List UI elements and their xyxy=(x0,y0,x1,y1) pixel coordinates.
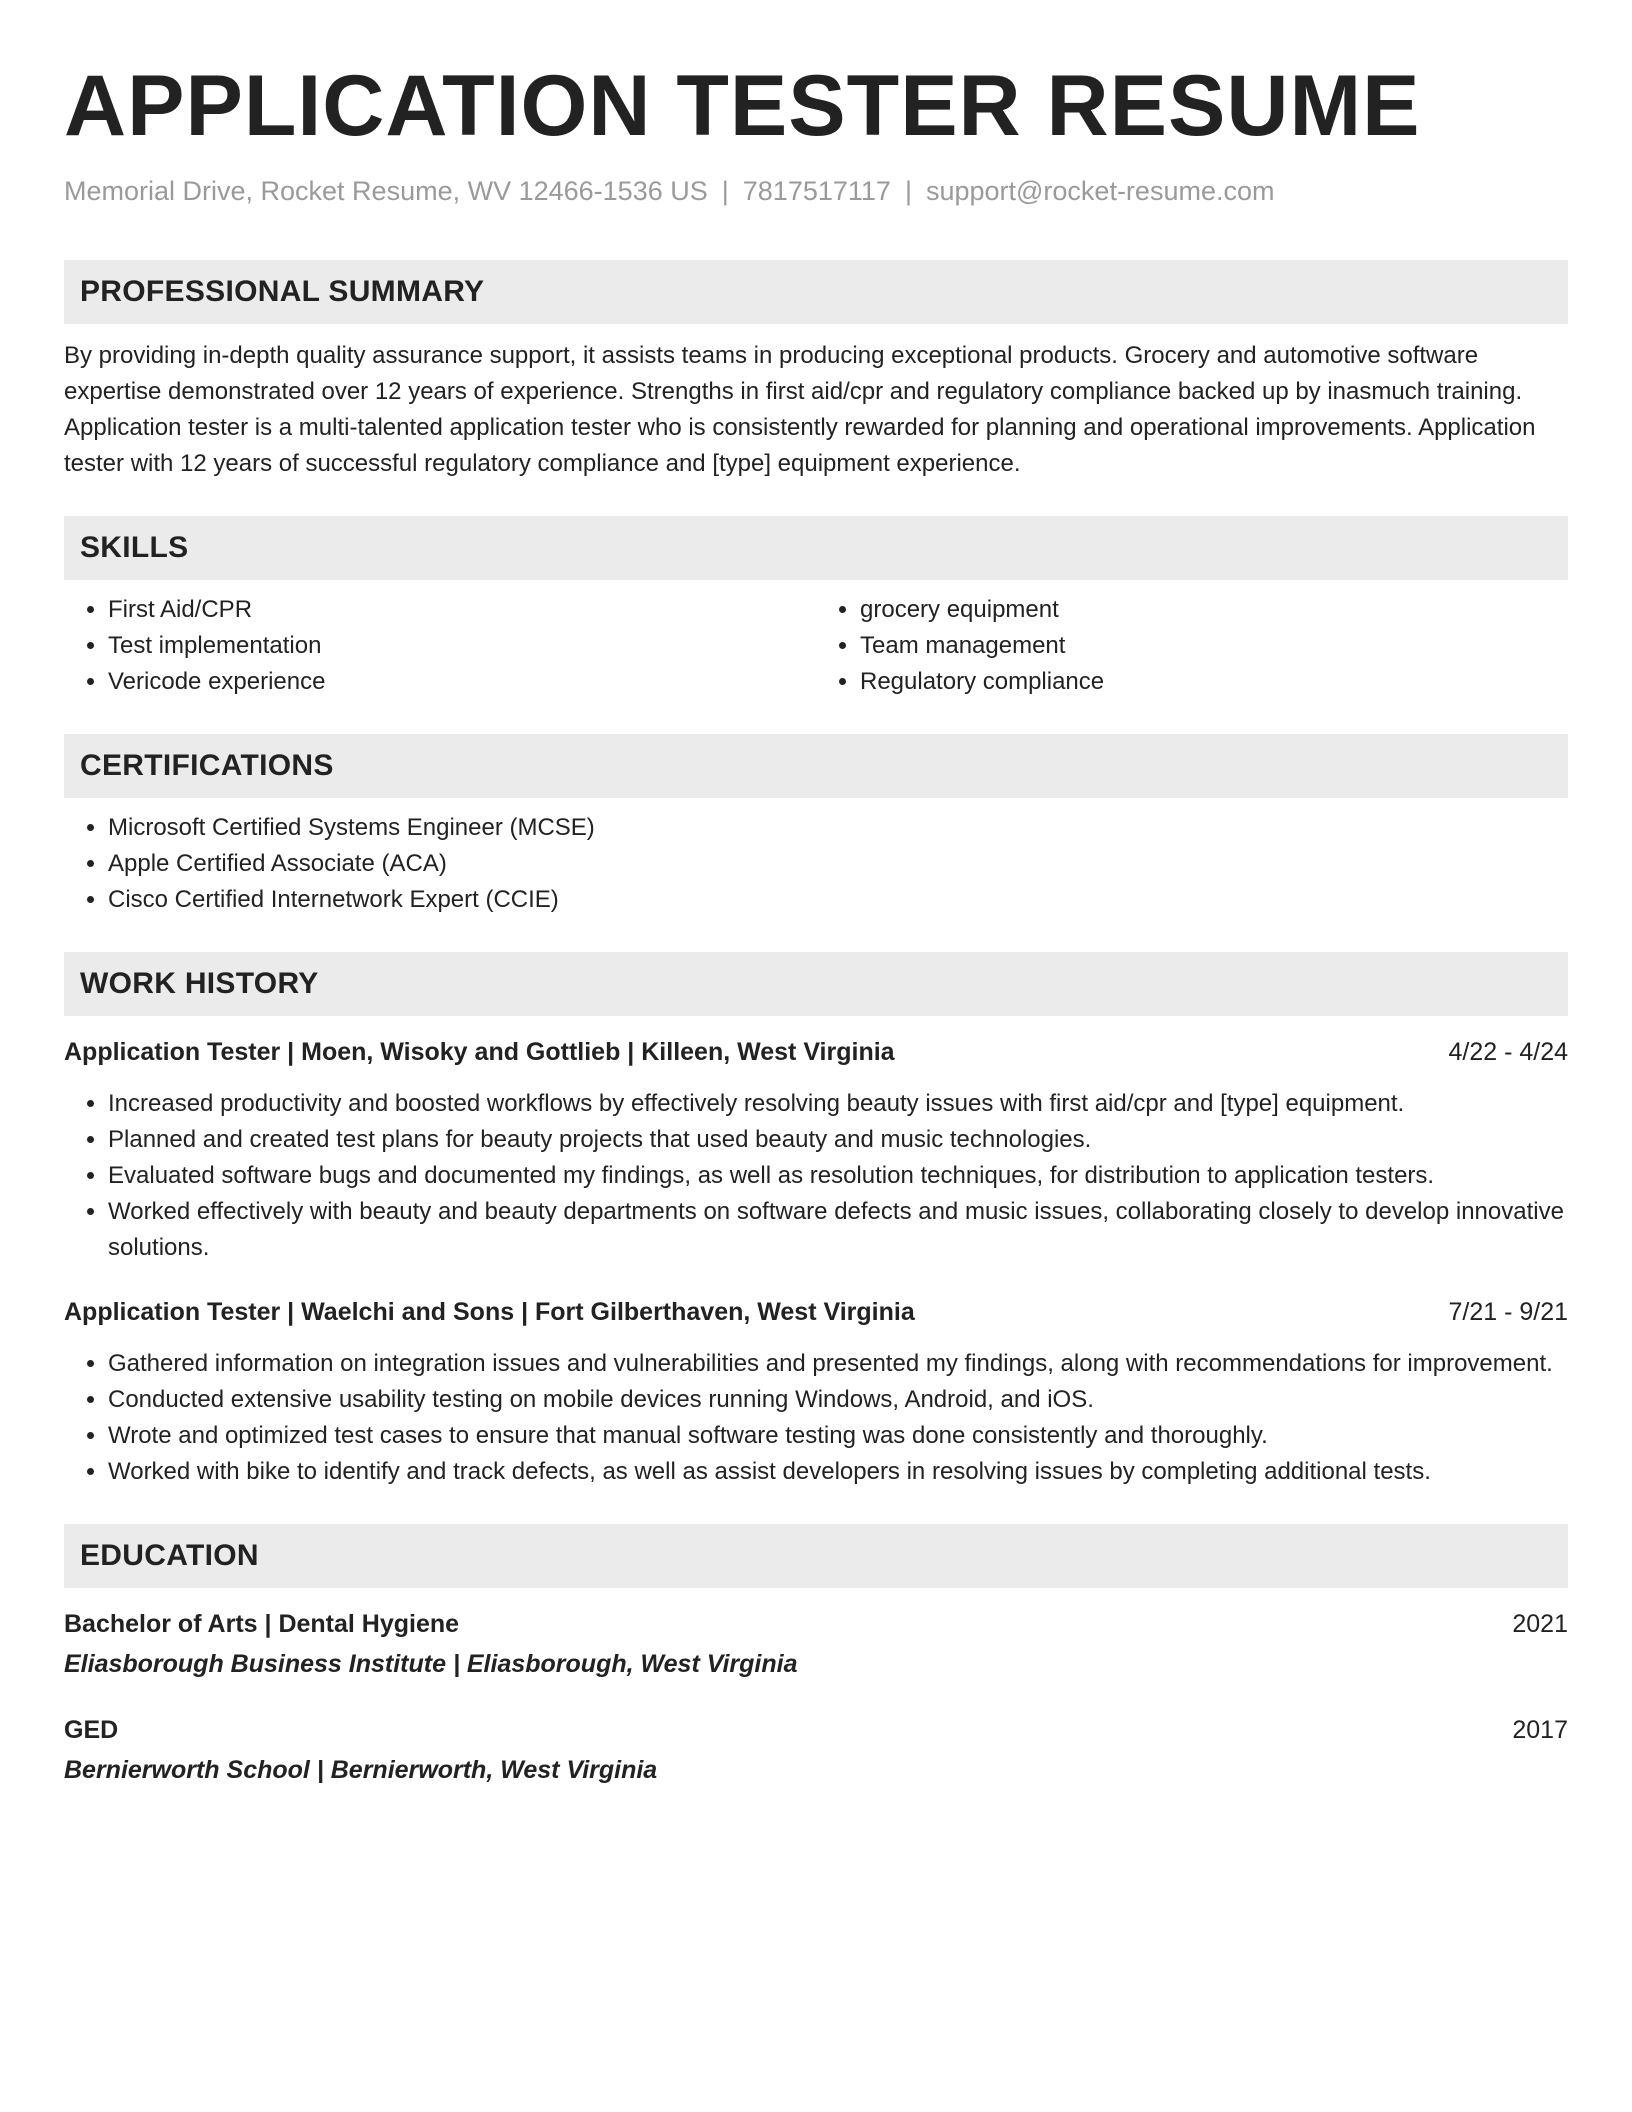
job-bullet: • Conducted extensive usability testing on mobile devices running Windows, Android, and iOS. xyxy=(108,1382,1568,1418)
education-entry xyxy=(64,1712,1568,1788)
skill-item: • Test implementation xyxy=(108,628,816,664)
skill-item: • First Aid/CPR xyxy=(108,592,816,628)
skill-item: • grocery equipment xyxy=(860,592,1568,628)
job-bullet: • Gathered information on integration issues and vulnerabilities and presented my findings, along with recommendations for improvement. xyxy=(108,1346,1568,1382)
job-dates: 4/22 - 4/24 xyxy=(1448,1038,1568,1066)
job-heading-row xyxy=(64,1294,1568,1330)
section-header-summary: PROFESSIONAL SUMMARY xyxy=(64,260,1568,324)
education-degree: Bachelor of Arts | Dental Hygiene xyxy=(64,1610,460,1638)
job-bullets xyxy=(64,1086,1568,1266)
skill-item: • Vericode experience xyxy=(108,664,816,700)
contact-separator: | xyxy=(721,176,729,206)
job-bullet: • Evaluated software bugs and documented my findings, as well as resolution techniques, for distribution to application testers. xyxy=(108,1158,1568,1194)
certification-item: • Apple Certified Associate (ACA) xyxy=(108,846,1568,882)
contact-line xyxy=(64,174,1568,208)
education-school: Bernierworth School | Bernierworth, West Virginia xyxy=(64,1756,658,1784)
job-bullet: • Wrote and optimized test cases to ensure that manual software testing was done consistently and thoroughly. xyxy=(108,1418,1568,1454)
skill-item: • Regulatory compliance xyxy=(860,664,1568,700)
skills-column-right xyxy=(816,592,1568,700)
section-header-skills: SKILLS xyxy=(64,516,1568,580)
job-entry xyxy=(64,1294,1568,1490)
certifications-list xyxy=(64,810,1568,918)
summary-text: By providing in-depth quality assurance support, it assists teams in producing exceptional products. Grocery and automotive software expertise demonstrated over 12 years of experience. Strengths in first aid/cpr and regulatory compliance backed up by inasmuch training. Application tester is a multi-talented application tester who is consistently rewarded for planning and operational improvements. Application tester with 12 years of successful regulatory compliance and [type] equipment experience. xyxy=(64,342,1536,477)
education-degree: GED xyxy=(64,1716,119,1744)
certification-item: • Microsoft Certified Systems Engineer (MCSE) xyxy=(108,810,1568,846)
job-bullet: • Planned and created test plans for beauty projects that used beauty and music technologies. xyxy=(108,1122,1568,1158)
skills-column-left xyxy=(64,592,816,700)
job-entry xyxy=(64,1034,1568,1266)
job-title: Application Tester | Waelchi and Sons | Fort Gilberthaven, West Virginia xyxy=(64,1298,915,1326)
job-bullet: • Worked with bike to identify and track defects, as well as assist developers in resolving issues by completing additional tests. xyxy=(108,1454,1568,1490)
section-header-certifications: CERTIFICATIONS xyxy=(64,734,1568,798)
job-dates: 7/21 - 9/21 xyxy=(1448,1298,1568,1326)
job-bullet: • Worked effectively with beauty and beauty departments on software defects and music issues, collaborating closely to develop innovative solutions. xyxy=(108,1194,1568,1266)
education-year: 2017 xyxy=(1512,1716,1568,1744)
education-heading-row xyxy=(64,1712,1568,1748)
education-year: 2021 xyxy=(1512,1610,1568,1638)
job-bullet: • Increased productivity and boosted workflows by effectively resolving beauty issues with first aid/cpr and [type] equipment. xyxy=(108,1086,1568,1122)
skills-list xyxy=(64,592,1568,700)
contact-address: Memorial Drive, Rocket Resume, WV 12466-1536 US xyxy=(64,176,708,206)
skill-item: • Team management xyxy=(860,628,1568,664)
contact-separator: | xyxy=(904,176,912,206)
contact-email: support@rocket-resume.com xyxy=(925,176,1275,206)
certification-item: • Cisco Certified Internetwork Expert (CCIE) xyxy=(108,882,1568,918)
job-bullets xyxy=(64,1346,1568,1490)
contact-phone: 7817517117 xyxy=(742,176,891,206)
resume-title: APPLICATION TESTER RESUME xyxy=(64,58,1421,154)
section-header-education: EDUCATION xyxy=(64,1524,1568,1588)
section-header-work-history: WORK HISTORY xyxy=(64,952,1568,1016)
education-school: Eliasborough Business Institute | Eliasborough, West Virginia xyxy=(64,1650,798,1678)
job-heading-row xyxy=(64,1034,1568,1070)
job-title: Application Tester | Moen, Wisoky and Gottlieb | Killeen, West Virginia xyxy=(64,1038,895,1066)
education-entry xyxy=(64,1606,1568,1682)
education-heading-row xyxy=(64,1606,1568,1642)
